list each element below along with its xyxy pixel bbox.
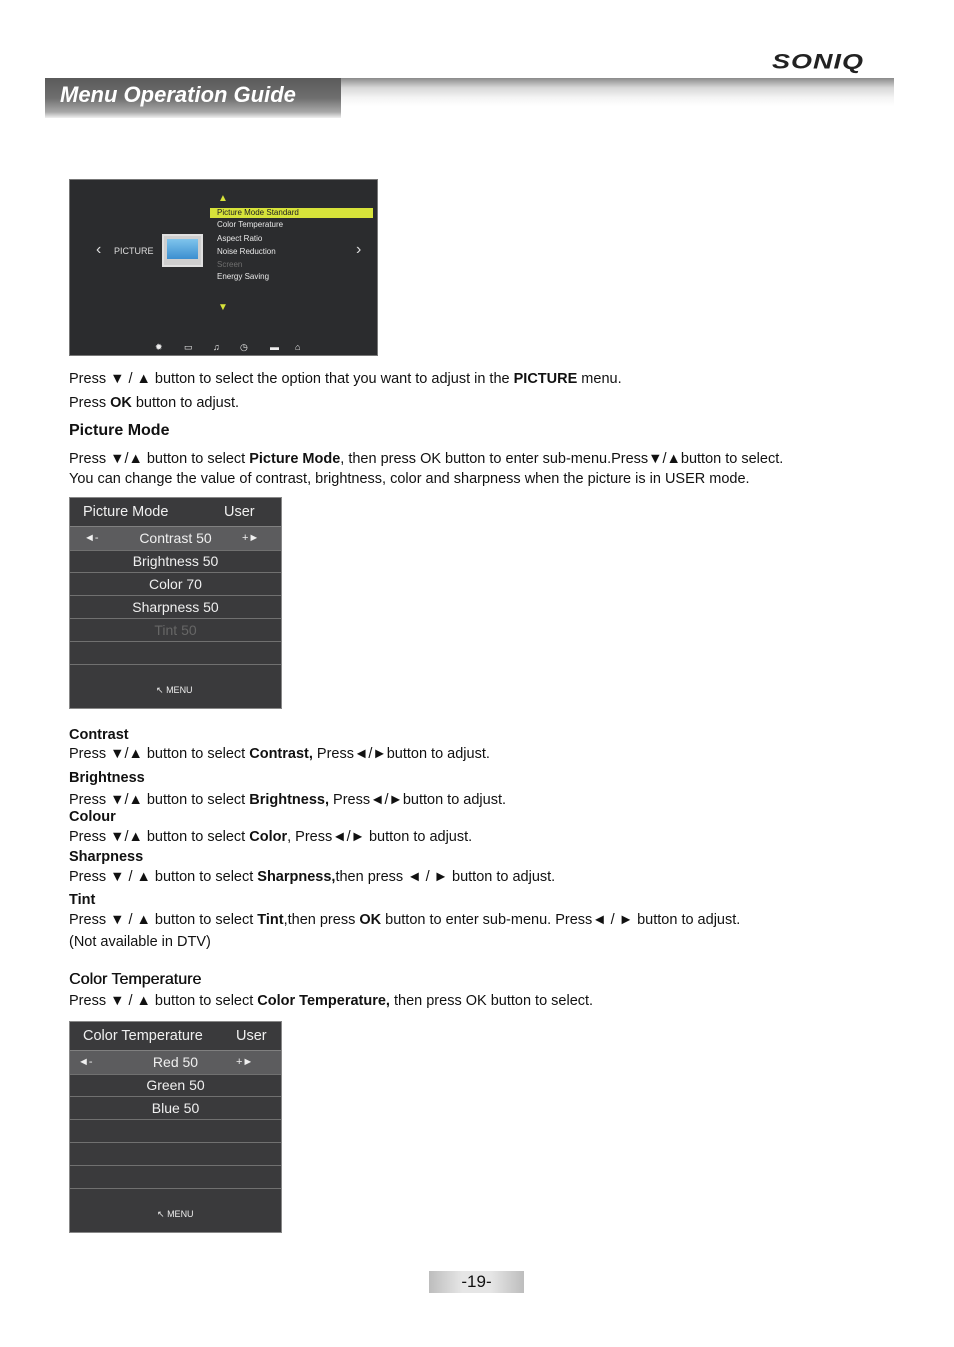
arrow-up-icon: ▲: [218, 193, 228, 204]
arrow-right-icon: +►: [242, 532, 260, 544]
tint-note: (Not available in DTV): [69, 934, 211, 950]
submenu-row[interactable]: ◄- Red 50 +►: [70, 1050, 281, 1075]
osd-category-label: PICTURE: [114, 246, 154, 256]
clock-icon: ◷: [240, 342, 248, 352]
back-icon: ↖: [157, 1209, 165, 1219]
osd-picture-menu: [69, 179, 378, 356]
submenu-row[interactable]: Green 50: [70, 1074, 281, 1097]
colour-text: Press ▼/▲ button to select Color, Press◄/► button to adjust.: [69, 829, 473, 845]
color-temp-text: Press ▼ / ▲ button to select Color Temperature, then press OK button to select.: [69, 993, 594, 1009]
chevron-left-icon: ‹: [96, 241, 102, 258]
submenu-row: [70, 1120, 281, 1143]
menu-back-label: ↖ MENU: [156, 685, 193, 695]
submenu-title: Color Temperature: [83, 1028, 203, 1044]
intro-line-2: Press OK button to adjust.: [69, 395, 240, 411]
osd-item: Screen: [217, 260, 243, 269]
gear-icon: ✹: [155, 342, 163, 352]
picture-mode-submenu: [69, 497, 282, 709]
brightness-text: Press ▼/▲ button to select Brightness, Press◄/►button to adjust.: [69, 792, 507, 808]
lock-icon: ⌂: [295, 342, 301, 352]
arrow-down-icon: ▼: [218, 302, 228, 313]
submenu-row: [70, 1166, 281, 1189]
sharpness-text: Press ▼ / ▲ button to select Sharpness,then press ◄ / ► button to adjust.: [69, 869, 556, 885]
intro-line-1: Press ▼ / ▲ button to select the option that you want to adjust in the PICTURE menu.: [69, 371, 622, 387]
back-icon: ↖: [156, 685, 164, 695]
submenu-value: User: [224, 504, 255, 520]
osd-item: Noise Reduction: [217, 247, 276, 256]
monitor-icon: ▭: [184, 342, 193, 352]
osd-item: Energy Saving: [217, 272, 270, 281]
osd-item: Aspect Ratio: [217, 234, 263, 243]
osd-item: Picture Mode Standard: [217, 208, 299, 217]
submenu-title: Picture Mode: [83, 504, 169, 520]
arrow-left-icon: ◄-: [78, 1056, 93, 1068]
submenu-row[interactable]: Brightness 50: [70, 550, 281, 573]
menu-back-label: ↖ MENU: [157, 1209, 194, 1219]
color-temp-heading: Color Temperature: [69, 971, 202, 988]
color-temp-submenu: [69, 1021, 282, 1233]
tint-heading: Tint: [69, 892, 96, 908]
submenu-row[interactable]: Sharpness 50: [70, 596, 281, 619]
submenu-value: User: [236, 1028, 267, 1044]
section-heading: Picture Mode: [69, 422, 170, 439]
chevron-right-icon: ›: [356, 241, 362, 258]
brand-logo: SONIQ: [772, 50, 865, 74]
sharpness-heading: Sharpness: [69, 849, 144, 865]
page-title: Menu Operation Guide: [60, 82, 296, 107]
submenu-row[interactable]: ◄- Contrast 50 +►: [70, 526, 281, 551]
tint-text: Press ▼ / ▲ button to select Tint,then press OK button to enter sub-menu. Press◄ / ► button to adjust.: [69, 912, 741, 928]
contrast-heading: Contrast: [69, 727, 129, 743]
colour-heading: Colour: [69, 809, 116, 825]
arrow-left-icon: ◄-: [84, 532, 99, 544]
music-note-icon: ♫: [213, 342, 220, 352]
submenu-row: [70, 642, 281, 665]
picture-mode-line-2: You can change the value of contrast, brightness, color and sharpness when the picture is in USER mode.: [69, 471, 750, 487]
tv-icon: [162, 234, 203, 267]
brightness-heading: Brightness: [69, 770, 145, 786]
submenu-row[interactable]: Color 70: [70, 573, 281, 596]
list-icon: ▬: [270, 342, 279, 352]
osd-item: Color Temperature: [217, 220, 284, 229]
submenu-row[interactable]: Blue 50: [70, 1097, 281, 1120]
picture-mode-line-1: Press ▼/▲ button to select Picture Mode, then press OK button to enter sub-menu.Press▼/▲button to select.: [69, 451, 784, 467]
contrast-text: Press ▼/▲ button to select Contrast, Press◄/►button to adjust.: [69, 746, 490, 762]
arrow-right-icon: +►: [236, 1056, 254, 1068]
submenu-row[interactable]: Tint 50: [70, 619, 281, 642]
submenu-row: [70, 1143, 281, 1166]
page-number: -19-: [429, 1271, 524, 1293]
